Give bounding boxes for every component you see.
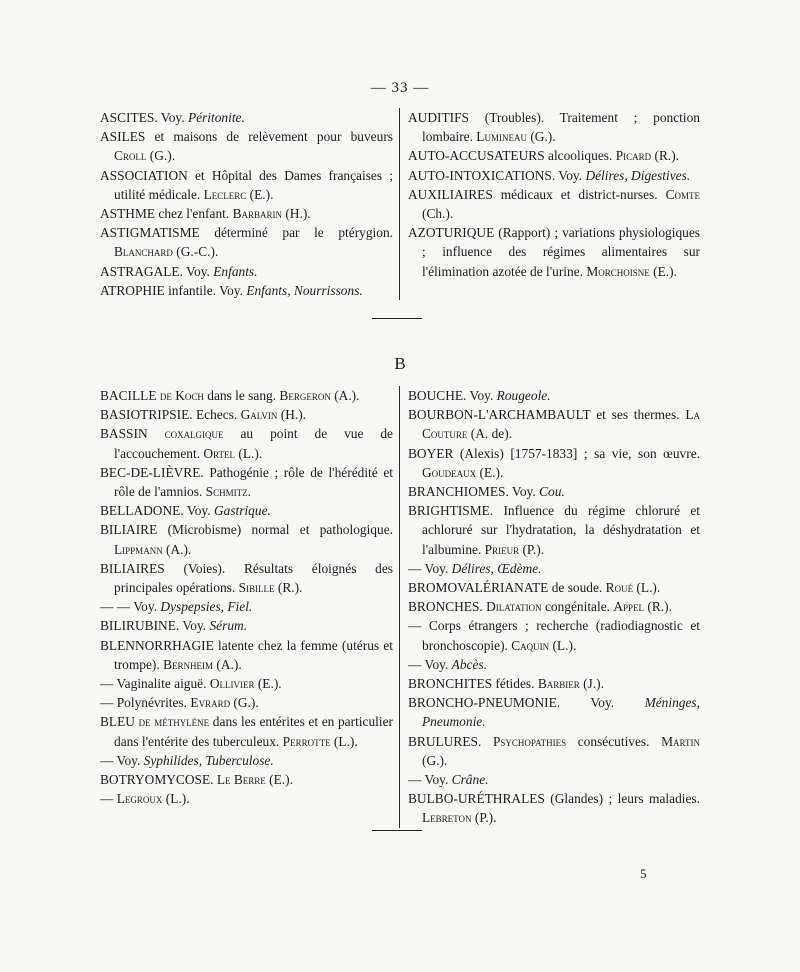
index-entry <box>100 693 393 712</box>
index-entry <box>408 386 700 405</box>
cross-reference: Syphilides, Tuberculose. <box>143 752 274 768</box>
index-entry <box>408 166 700 185</box>
left-column <box>100 386 400 828</box>
entry-text: BOTRYOMYCOSE. <box>100 772 217 788</box>
entry-text: BLEU <box>100 714 139 730</box>
author-name: Lippmann <box>114 541 163 557</box>
entry-text: BULBO-URÉTHRALES (Glandes) ; leurs maladies. <box>408 791 700 807</box>
index-entry <box>408 185 700 223</box>
author-name: Bernheim <box>163 656 214 672</box>
index-entry <box>408 444 700 482</box>
cross-reference: Enfants. <box>213 263 258 279</box>
author-name: Barbarin <box>232 206 282 222</box>
right-column <box>400 108 700 300</box>
entry-text: — Vaginalite aiguë. <box>100 676 210 692</box>
entry-text: — Voy. <box>408 656 452 672</box>
entry-text: — — Voy. <box>100 599 161 615</box>
index-entry <box>100 559 393 597</box>
cross-reference: Abcès. <box>451 656 487 672</box>
entry-text: ATROPHIE infantile. Voy. <box>100 282 247 298</box>
entry-text: (A.). <box>330 388 360 403</box>
cross-reference: Dyspepsies, Fiel. <box>160 599 253 615</box>
entry-text: (A. de). <box>467 426 513 442</box>
section-b-columns <box>100 386 700 828</box>
entry-text: BRULURES. <box>408 733 493 749</box>
index-entry <box>408 146 700 165</box>
entry-text: (R.). <box>274 580 303 596</box>
entry-text: — <box>100 791 117 807</box>
entry-text: — Voy. <box>100 752 144 768</box>
index-entry <box>408 693 700 731</box>
entry-text: (A.). <box>213 656 242 672</box>
index-entry <box>408 597 700 616</box>
entry-text: (G.). <box>526 129 556 145</box>
index-entry <box>100 770 393 789</box>
page-number: — 33 — <box>370 80 430 96</box>
author-name: La Couture <box>422 407 700 442</box>
entry-text: (H.). <box>277 407 307 423</box>
author-name: Croll <box>114 148 147 164</box>
author-name: Schmitz. <box>205 484 251 500</box>
author-name: Ortel <box>203 445 236 461</box>
entry-text: consécutives. <box>566 733 662 749</box>
author-name: Evrard <box>190 695 231 711</box>
entry-text: (E.). <box>476 464 504 480</box>
index-entry <box>100 501 393 520</box>
signature-number: 5 <box>640 866 647 881</box>
entry-text: — Voy. <box>408 560 452 576</box>
entry-text: au point de vue de l'accouchement. <box>114 426 393 461</box>
entry-text: BOUCHE. Voy. <box>408 388 497 403</box>
entry-text: BILIRUBINE. Voy. <box>100 618 210 634</box>
entry-text: BILIAIRE (Microbisme) normal et pathologique. <box>100 522 393 538</box>
cross-reference: Gastrique. <box>213 503 271 519</box>
entry-text: BLENNORRHAGIE latente chez la femme (utérus et trompe). <box>100 637 393 672</box>
entry-text: (E.). <box>246 186 274 202</box>
entry-text: (A.). <box>162 541 192 557</box>
entry-text: BRONCHITES fétides. <box>408 676 538 692</box>
author-name: Prieur <box>484 541 520 557</box>
index-entry <box>100 281 393 300</box>
author-name: Galvin <box>240 407 278 423</box>
cross-reference: Péritonite. <box>187 110 245 125</box>
entry-text: BRONCHES. <box>408 599 487 615</box>
entry-text: ASILES et maisons de relèvement pour buveurs <box>100 129 393 145</box>
author-name: Dilatation <box>486 599 542 615</box>
entry-text: (L.). <box>330 733 358 749</box>
entry-text: BASSIN <box>100 426 165 442</box>
author-name: de méthylène <box>138 714 210 730</box>
entry-text: (G.). <box>230 695 259 711</box>
author-name: Lebreton <box>422 810 472 826</box>
cross-reference: Cou. <box>539 484 565 500</box>
author-name: Goudeaux <box>422 464 477 480</box>
entry-text: AUTO-ACCUSATEURS alcooliques. <box>408 148 616 164</box>
entry-text: ASTRAGALE. Voy. <box>100 263 214 279</box>
entry-text: AUTO-INTOXICATIONS. Voy. <box>408 167 586 183</box>
entry-text: (P.). <box>519 541 545 557</box>
entry-text: (E.). <box>254 676 282 692</box>
index-entry <box>408 578 700 597</box>
entry-text: BRANCHIOMES. Voy. <box>408 484 540 500</box>
index-entry <box>100 712 393 750</box>
author-name: coxalgique <box>164 426 224 442</box>
author-name: Legroux <box>116 791 163 807</box>
entry-text: (H.). <box>282 206 311 222</box>
author-name: Roué <box>605 580 634 596</box>
index-entry <box>408 616 700 654</box>
author-name: Comte <box>665 186 700 202</box>
index-entry <box>408 405 700 443</box>
entry-text: congénitale. <box>541 599 614 615</box>
entry-text: — Polynévrites. <box>100 695 191 711</box>
entry-text: (E.). <box>649 263 677 279</box>
left-column <box>100 108 400 300</box>
index-entry <box>408 732 700 770</box>
right-column <box>400 386 700 828</box>
index-entry <box>408 501 700 559</box>
index-entry <box>100 463 393 501</box>
entry-text: BILIAIRES (Voies). Résultats éloignés des principales opérations. <box>100 560 393 596</box>
author-name: Le Berre <box>216 772 266 788</box>
entry-text: (L.). <box>235 445 263 461</box>
index-entry <box>100 424 393 462</box>
section-a-columns <box>100 108 700 300</box>
entry-text: BASIOTRIPSIE. Echecs. <box>100 407 241 423</box>
index-entry <box>100 204 393 223</box>
entry-text: (G.). <box>422 752 448 768</box>
index-entry <box>100 127 393 165</box>
entry-text: BELLADONE. Voy. <box>100 503 214 519</box>
entry-text: ASTHME chez l'enfant. <box>100 206 233 222</box>
cross-reference: Sérum. <box>209 618 248 634</box>
index-entry <box>408 223 700 281</box>
index-entry <box>408 655 700 674</box>
index-entry <box>100 636 393 674</box>
index-entry <box>100 108 393 127</box>
author-name: Morchoisne <box>586 263 650 279</box>
section-divider <box>372 318 422 319</box>
entry-text: dans le sang. <box>203 388 280 403</box>
entry-text: AUXILIAIRES médicaux et district-nurses. <box>408 186 666 202</box>
author-name: Martin <box>661 733 700 749</box>
entry-text: AZOTURIQUE (Rapport) ; variations physiologiques ; influence des régimes alimentaires sur l'élimination azotée de l'urine. <box>408 225 700 279</box>
index-entry <box>408 674 700 693</box>
entry-text: (J.). <box>579 676 604 692</box>
entry-text: ASCITES. Voy. <box>100 110 188 125</box>
entry-text: (R.). <box>644 599 672 615</box>
author-name: Blanchard <box>114 244 173 260</box>
index-entry <box>100 520 393 558</box>
entry-text: ASSOCIATION et Hôpital des Dames françaises ; utilité médicale. <box>100 167 393 202</box>
index-entry <box>100 262 393 281</box>
author-name: Caquin <box>511 637 550 653</box>
entry-text: (G.-C.). <box>172 244 219 260</box>
author-name: Perrotte <box>282 733 331 749</box>
author-name: Picard <box>615 148 652 164</box>
index-entry <box>100 616 393 635</box>
cross-reference: Crâne. <box>451 772 489 788</box>
cross-reference: Délires, Œdème. <box>451 560 542 576</box>
index-entry <box>408 770 700 789</box>
entry-text: BRONCHO-PNEUMONIE. Voy. <box>408 695 645 711</box>
entry-text: BACILLE <box>100 388 160 403</box>
entry-text: (L.). <box>633 580 661 596</box>
cross-reference: Méninges, Pneumonie. <box>422 695 700 730</box>
entry-text: (G.). <box>146 148 176 164</box>
author-name: Barbier <box>537 676 580 692</box>
index-entry <box>100 789 393 808</box>
entry-text: (Ch.). <box>422 206 454 222</box>
cross-reference: Délires, Digestives. <box>585 167 691 183</box>
entry-text: (P.). <box>471 810 497 826</box>
author-name: Leclerc <box>203 186 247 202</box>
entry-text: (L.). <box>549 637 577 653</box>
index-entry <box>408 108 700 146</box>
index-entry <box>408 789 700 827</box>
entry-text: (E.). <box>265 772 293 788</box>
entry-text: BOURBON-L'ARCHAMBAULT et ses thermes. <box>408 407 686 423</box>
index-entry <box>100 223 393 261</box>
author-name: Sibille <box>238 580 275 596</box>
section-letter: B <box>394 354 406 373</box>
entry-text: — Voy. <box>408 772 452 788</box>
index-entry <box>408 482 700 501</box>
index-entry <box>100 405 393 424</box>
index-entry <box>100 386 393 405</box>
end-divider <box>372 830 422 831</box>
entry-text: dans les entérites et en particulier dans l'entérite des tuberculeux. <box>114 714 393 749</box>
index-entry <box>100 597 393 616</box>
author-name: Psychopathies <box>492 733 567 749</box>
author-name: Lumineau <box>476 129 527 145</box>
cross-reference: Rougeole. <box>496 388 551 403</box>
entry-text: (L.). <box>162 791 190 807</box>
entry-text: (R.). <box>651 148 680 164</box>
entry-text: BROMOVALÉRIANATE de soude. <box>408 580 606 596</box>
index-entry <box>100 751 393 770</box>
index-entry <box>100 674 393 693</box>
author-name: Ollivier <box>209 676 255 692</box>
author-name: de Koch <box>159 388 204 403</box>
index-entry <box>408 559 700 578</box>
entry-text: BEC-DE-LIÈVRE. Pathogénie ; rôle de l'hérédité et rôle de l'amnios. <box>100 464 393 500</box>
author-name: Bergeron <box>279 388 331 403</box>
entry-text: AUDITIFS (Troubles). Traitement ; ponction lombaire. <box>408 110 700 145</box>
entry-text: — Corps étrangers ; recherche (radiodiagnostic et bronchoscopie). <box>408 618 700 653</box>
cross-reference: Enfants, Nourrissons. <box>246 282 363 298</box>
author-name: Appel <box>613 599 645 615</box>
index-entry <box>100 166 393 204</box>
entry-text: ASTIGMATISME déterminé par le ptérygion. <box>100 225 393 241</box>
entry-text: BOYER (Alexis) [1757-1833] ; sa vie, son œuvre. <box>408 445 700 461</box>
entry-text: BRIGHTISME. Influence du régime chloruré et achloruré sur l'hydratation, la déshydratation et l'albumine. <box>408 503 700 557</box>
